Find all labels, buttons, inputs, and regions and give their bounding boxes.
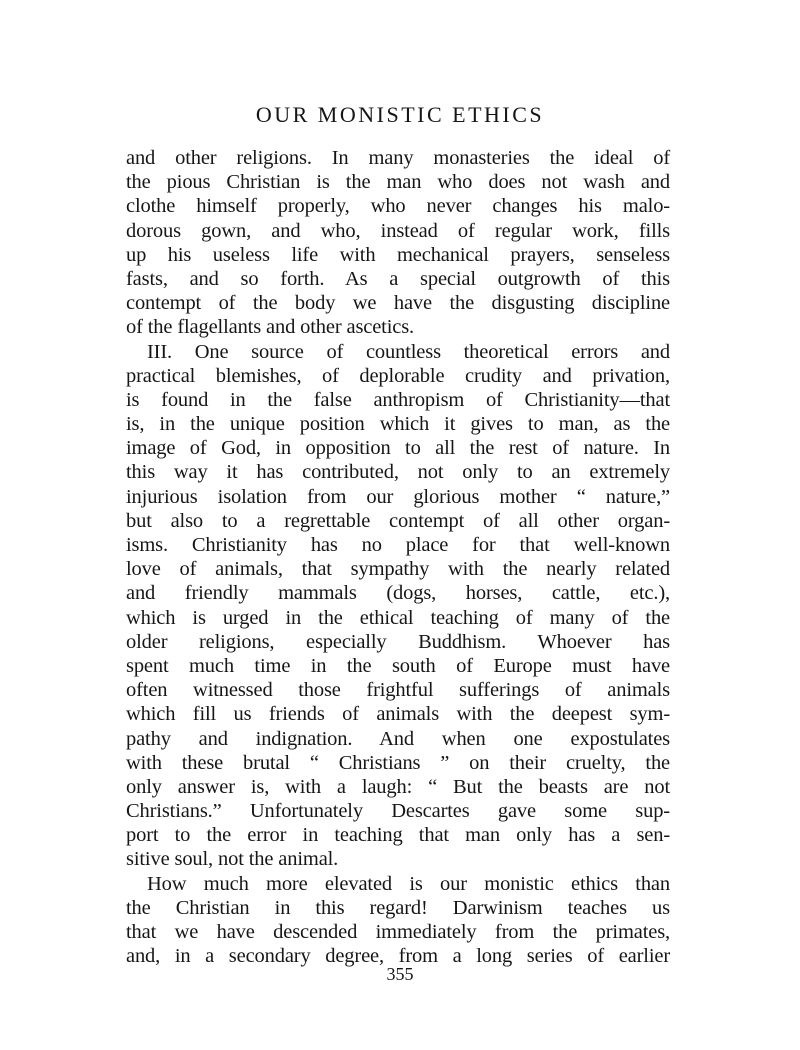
text-line: of the flagellants and other ascetics. <box>126 316 415 339</box>
text-line: III. One source of countless theoretical errors and <box>147 340 670 363</box>
text-line: and friendly mammals (dogs, horses, cattle, etc.), <box>126 582 670 605</box>
text-line: the Christian in this regard! Darwinism teaches us <box>126 896 670 919</box>
text-line: this way it has contributed, not only to an extremely <box>126 461 670 484</box>
text-line: up his useless life with mechanical prayers, senseless <box>126 243 670 266</box>
text-line: contempt of the body we have the disgusting discipline <box>126 292 670 315</box>
text-line: practical blemishes, of deplorable crudity and privation, <box>126 364 670 387</box>
text-line: and other religions. In many monasteries the ideal of <box>126 147 670 169</box>
text-line: isms. Christianity has no place for that well-known <box>126 534 670 556</box>
page-number: 355 <box>386 964 414 984</box>
text-line: port to the error in teaching that man only has a sen- <box>126 824 670 847</box>
text-line: dorous gown, and who, instead of regular work, fills <box>126 219 670 242</box>
running-head: OUR MONISTIC ETHICS <box>255 102 545 127</box>
text-line: older religions, especially Buddhism. Whoever has <box>126 630 670 653</box>
text-line: How much more elevated is our monistic ethics than <box>147 872 670 895</box>
text-line: which is urged in the ethical teaching of many of the <box>126 606 670 629</box>
text-line: fasts, and so forth. As a special outgrowth of this <box>126 267 670 290</box>
text-line: and, in a secondary degree, from a long series of earlier <box>126 945 670 968</box>
text-line: sitive soul, not the animal. <box>126 848 339 871</box>
text-line: image of God, in opposition to all the rest of nature. In <box>126 437 670 460</box>
body-text <box>126 146 670 968</box>
text-line: injurious isolation from our glorious mother “ nature,” <box>126 485 670 508</box>
text-line: the pious Christian is the man who does not wash and <box>126 171 670 194</box>
text-line: that we have descended immediately from the primates, <box>126 921 670 943</box>
text-line: spent much time in the south of Europe must have <box>126 654 670 677</box>
text-line: Christians.” Unfortunately Descartes gave some sup- <box>126 800 670 823</box>
text-line: pathy and indignation. And when one expostulates <box>126 727 670 750</box>
text-line: which fill us friends of animals with the deepest sym- <box>126 703 670 726</box>
text-line: clothe himself properly, who never changes his malo- <box>126 195 670 218</box>
text-line: only answer is, with a laugh: “ But the beasts are not <box>126 775 670 798</box>
text-line: love of animals, that sympathy with the nearly related <box>126 558 670 581</box>
text-line: is found in the false anthropism of Christianity—that <box>126 388 670 411</box>
text-line: often witnessed those frightful sufferings of animals <box>126 679 670 702</box>
text-line: but also to a regrettable contempt of all other organ- <box>126 509 670 532</box>
text-line: is, in the unique position which it gives to man, as the <box>126 413 670 436</box>
text-line: with these brutal “ Christians ” on their cruelty, the <box>126 751 670 774</box>
